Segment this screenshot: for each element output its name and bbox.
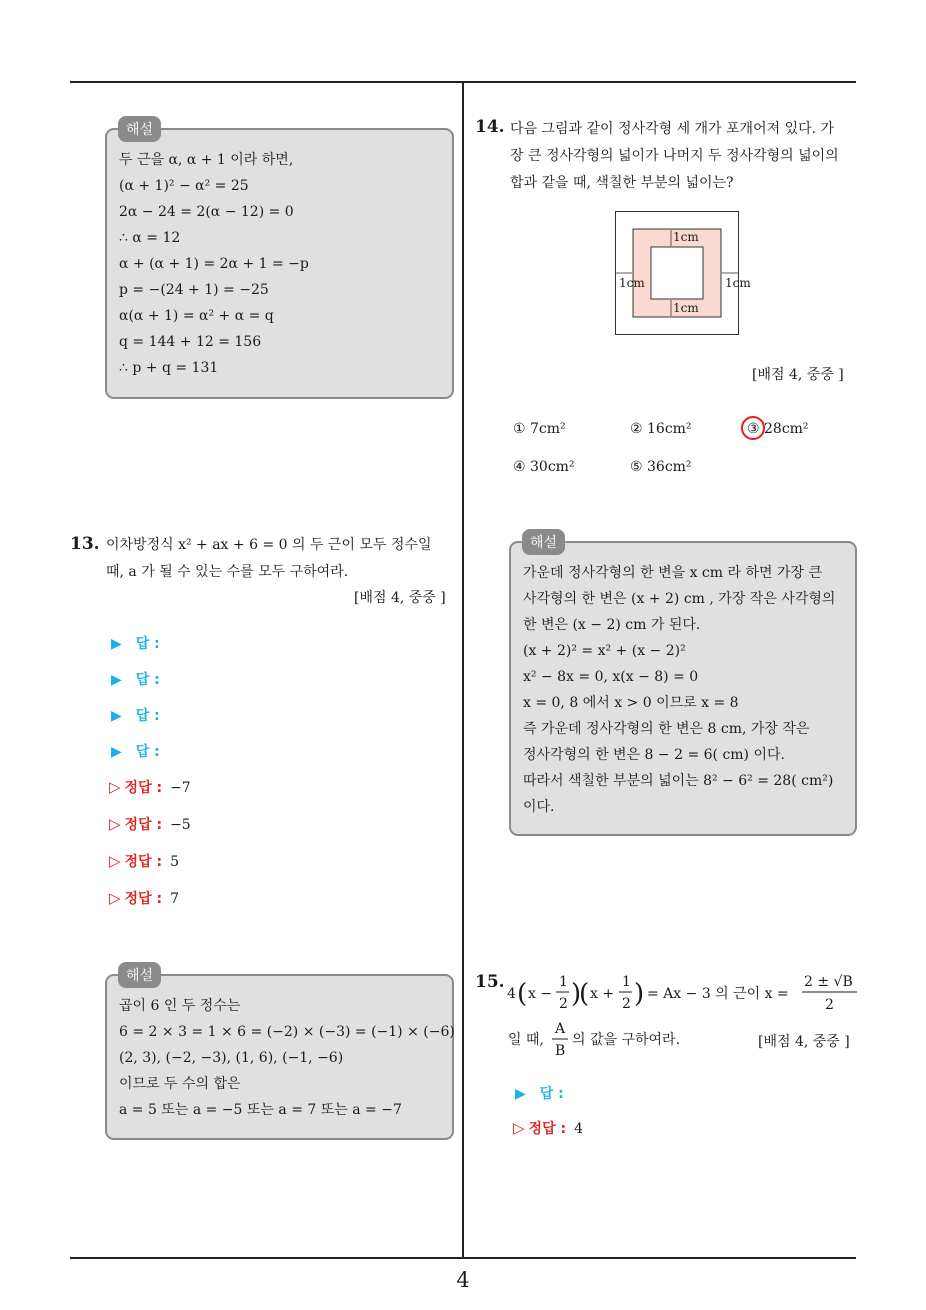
question-14-line: 합과 같을 때, 색칠한 부분의 넓이는? xyxy=(510,175,734,191)
solution-line: ∴ α = 12 xyxy=(119,230,181,246)
solution-line: (α + 1)² − α² = 25 xyxy=(119,178,249,194)
answer-label: 답 : xyxy=(135,636,160,652)
ab-denominator: B xyxy=(555,1043,566,1059)
page-number: 4 xyxy=(456,1268,470,1292)
solution-box-14 xyxy=(509,541,857,836)
solution-tag: 해설 xyxy=(118,116,161,142)
correct-arrow-icon: ▷ xyxy=(513,1119,525,1137)
eq-factor: x + xyxy=(590,986,615,1002)
question-15-equation xyxy=(505,968,865,1018)
question-number-13: 13. xyxy=(70,534,100,554)
question-number-15: 15. xyxy=(475,972,505,992)
solution-line: 한 변은 (x − 2) cm 가 된다. xyxy=(523,617,701,633)
eq-fraction-numerator: 1 xyxy=(622,974,631,990)
answer-label: 답 : xyxy=(135,672,160,688)
eq-fraction-denominator: 2 xyxy=(622,996,631,1012)
eq-paren: ( xyxy=(517,979,528,1009)
solution-line: 정사각형의 한 변은 8 − 2 = 6( cm) 이다. xyxy=(523,747,785,763)
solution-13-lines xyxy=(119,993,455,1123)
solution-line: 가운데 정사각형의 한 변을 x cm 라 하면 가장 큰 xyxy=(523,565,822,581)
question-13-text xyxy=(106,532,456,586)
figure-label-top: 1cm xyxy=(673,230,699,244)
solution-line: 6 = 2 × 3 = 1 × 6 = (−2) × (−3) = (−1) × (−6) xyxy=(119,1024,455,1040)
question-14-score: [배점 4, 중중 ] xyxy=(752,367,844,383)
correct-answer-row xyxy=(109,888,179,908)
correct-answer-row xyxy=(109,851,179,871)
eq-fraction-denominator: 2 xyxy=(559,996,568,1012)
eq-paren: ) xyxy=(571,979,582,1009)
solution-line: 두 근을 α, α + 1 이라 하면, xyxy=(119,152,294,168)
solution-box-13 xyxy=(105,974,454,1140)
solution-line: 곱이 6 인 두 정수는 xyxy=(119,998,241,1014)
column-divider xyxy=(462,83,464,1259)
solution-line: 따라서 색칠한 부분의 넓이는 8² − 6² = 28( cm²) xyxy=(523,773,834,789)
solution-line: p = −(24 + 1) = −25 xyxy=(119,282,269,298)
solution-12-lines xyxy=(119,147,309,381)
eq-fraction-numerator: 1 xyxy=(559,974,568,990)
solution-line: a = 5 또는 a = −5 또는 a = 7 또는 a = −7 xyxy=(119,1102,402,1118)
solution-line: 이다. xyxy=(523,799,555,815)
solution-line: 2α − 24 = 2(α − 12) = 0 xyxy=(119,204,294,220)
question-15-score: [배점 4, 중중 ] xyxy=(758,1034,850,1050)
ab-numerator: A xyxy=(555,1021,566,1037)
answer-label: 답 : xyxy=(135,744,160,760)
eq-middle: = Ax − 3 의 근이 x = xyxy=(647,986,789,1002)
choice-4[interactable]: ④ 30cm² xyxy=(513,459,575,475)
correct-value: 5 xyxy=(170,854,179,870)
answer-row[interactable] xyxy=(111,669,160,689)
answer-arrow-icon: ▶ xyxy=(515,1086,526,1102)
line2-prefix: 일 때, xyxy=(508,1032,544,1048)
figure-label-bottom: 1cm xyxy=(673,301,699,315)
correct-answer-row xyxy=(513,1118,583,1138)
question-14-text xyxy=(510,116,862,197)
question-14-line: 장 큰 정사각형의 넓이가 나머지 두 정사각형의 넓이의 xyxy=(510,148,839,164)
question-13-line: 때, a 가 될 수 있는 수를 모두 구하여라. xyxy=(106,564,349,580)
figure-label-right: 1cm xyxy=(725,276,751,290)
correct-value: −5 xyxy=(170,817,191,833)
correct-arrow-icon: ▷ xyxy=(109,889,121,907)
correct-value: 7 xyxy=(170,891,179,907)
answer-arrow-icon: ▶ xyxy=(111,672,122,688)
nested-squares-figure xyxy=(615,211,751,341)
eq-root-denominator: 2 xyxy=(825,997,834,1013)
solution-line: q = 144 + 12 = 156 xyxy=(119,334,262,350)
choice-5[interactable]: ⑤ 36cm² xyxy=(630,459,692,475)
choice-2[interactable]: ② 16cm² xyxy=(630,421,692,437)
solution-line: α(α + 1) = α² + α = q xyxy=(119,308,274,324)
question-14-line: 다음 그림과 같이 정사각형 세 개가 포개어져 있다. 가 xyxy=(510,121,835,137)
answer-row[interactable] xyxy=(111,633,160,653)
answer-arrow-icon: ▶ xyxy=(111,708,122,724)
correct-answer-row xyxy=(109,814,191,834)
eq-coefficient: 4 xyxy=(507,986,516,1002)
selected-answer-circle xyxy=(741,416,765,440)
solution-line: x² − 8x = 0, x(x − 8) = 0 xyxy=(523,669,699,685)
solution-line: 즉 가운데 정사각형의 한 변은 8 cm, 가장 작은 xyxy=(523,721,810,737)
solution-line: x = 0, 8 에서 x > 0 이므로 x = 8 xyxy=(523,695,739,711)
correct-label: 정답 : xyxy=(528,1121,567,1137)
answer-label: 답 : xyxy=(135,708,160,724)
figure-label-left: 1cm xyxy=(619,276,645,290)
answer-label: 답 : xyxy=(539,1086,564,1102)
question-15-line2 xyxy=(505,1017,705,1063)
answer-arrow-icon: ▶ xyxy=(111,744,122,760)
eq-paren: ( xyxy=(579,979,590,1009)
question-13-line: 이차방정식 x² + ax + 6 = 0 의 두 근이 모두 정수일 xyxy=(106,537,432,553)
eq-root-numerator: 2 ± √B xyxy=(804,974,853,990)
correct-answer-row xyxy=(109,777,191,797)
answer-row[interactable] xyxy=(515,1083,564,1103)
inner-square xyxy=(651,247,703,299)
solution-tag: 해설 xyxy=(118,962,161,988)
answer-row[interactable] xyxy=(111,741,160,761)
solution-line: (x + 2)² = x² + (x − 2)² xyxy=(523,643,686,659)
answer-row[interactable] xyxy=(111,705,160,725)
solution-line: 이므로 두 수의 합은 xyxy=(119,1076,241,1092)
correct-label: 정답 : xyxy=(124,817,163,833)
solution-line: ∴ p + q = 131 xyxy=(119,360,219,376)
correct-label: 정답 : xyxy=(124,854,163,870)
eq-paren: ) xyxy=(634,979,645,1009)
solution-box-12 xyxy=(105,128,454,399)
eq-factor: x − xyxy=(528,986,553,1002)
choice-3[interactable]: ③ 28cm² xyxy=(747,421,809,437)
solution-line: α + (α + 1) = 2α + 1 = −p xyxy=(119,256,309,272)
correct-value: 4 xyxy=(574,1121,583,1137)
question-number-14: 14. xyxy=(475,117,505,137)
correct-arrow-icon: ▷ xyxy=(109,852,121,870)
solution-tag: 해설 xyxy=(522,529,565,555)
question-13-score: [배점 4, 중중 ] xyxy=(354,590,446,606)
correct-value: −7 xyxy=(170,780,191,796)
solution-line: 사각형의 한 변은 (x + 2) cm , 가장 작은 사각형의 xyxy=(523,591,836,607)
solution-line: (2, 3), (−2, −3), (1, 6), (−1, −6) xyxy=(119,1050,344,1066)
line2-suffix: 의 값을 구하여라. xyxy=(572,1032,681,1048)
correct-label: 정답 : xyxy=(124,891,163,907)
correct-arrow-icon: ▷ xyxy=(109,815,121,833)
correct-label: 정답 : xyxy=(124,780,163,796)
answer-arrow-icon: ▶ xyxy=(111,636,122,652)
correct-arrow-icon: ▷ xyxy=(109,778,121,796)
solution-14-lines xyxy=(523,560,835,820)
choice-1[interactable]: ① 7cm² xyxy=(513,421,566,437)
